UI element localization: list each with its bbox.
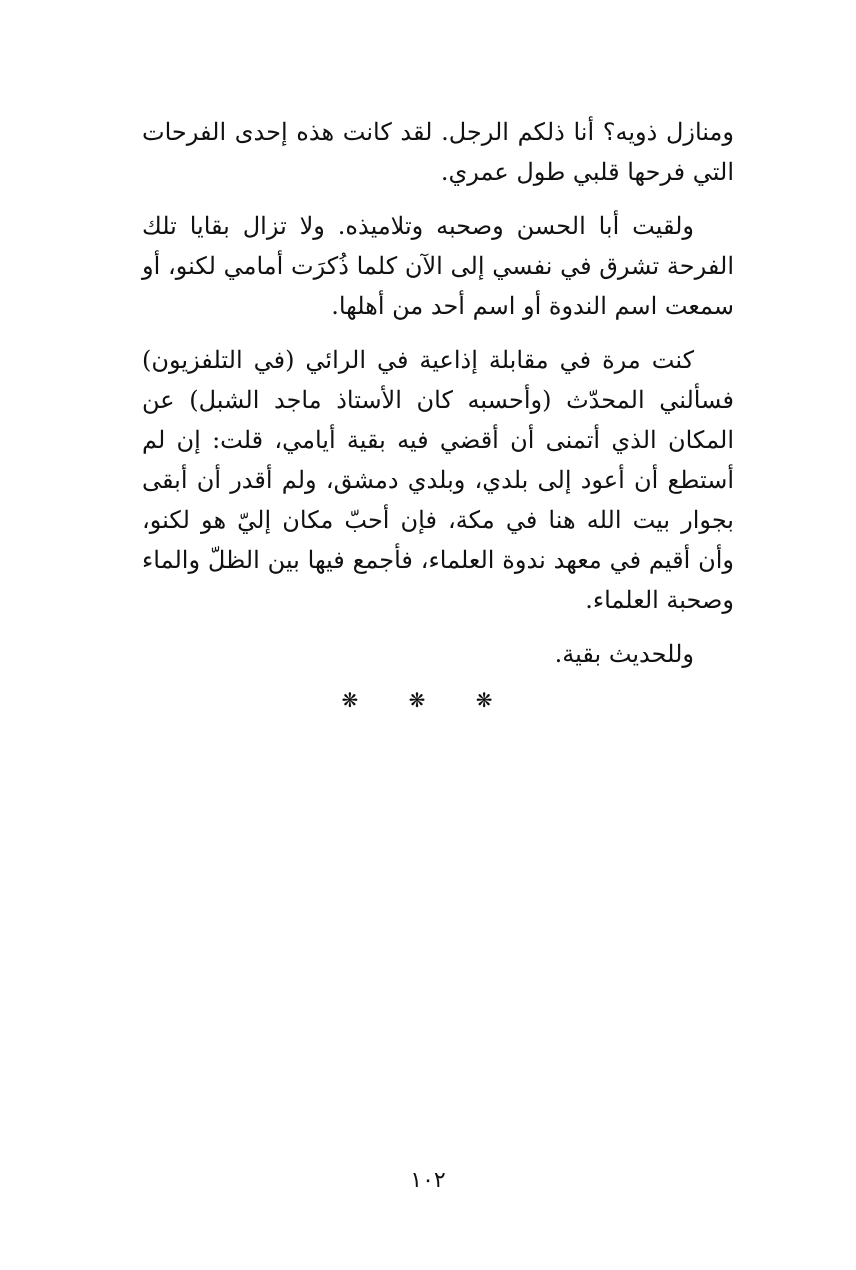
paragraph-3: كنت مرة في مقابلة إذاعية في الرائي (في التلفزيون) فسألني المحدّث (وأحسبه كان الأستاذ ماجد الشبل) عن المكان الذي أتمنى أن أقضي فيه بقية أيامي، قلت: إن لم أستطع أن أعود إلى بلدي، وبلدي دمشق، ولم أقدر أن أبقى بجوار بيت الله هنا في مكة، فإن أحبّ مكان إليّ هو لكنو، وأن أقيم في معهد ندوة العلماء، فأجمع فيها بين الظلّ والماء وصحبة العلماء. <box>142 346 734 614</box>
paragraph-1: ومنازل ذويه؟ أنا ذلكم الرجل. لقد كانت هذه إحدى الفرحات التي فرحها قلبي طول عمري. <box>142 118 734 186</box>
body-text <box>142 112 734 688</box>
paragraph-4: وللحديث بقية. <box>554 640 694 668</box>
page-number: ١٠٢ <box>410 1168 446 1193</box>
section-divider-ornament: ❋ ❋ ❋ <box>341 688 515 712</box>
paragraph-2: ولقيت أبا الحسن وصحبه وتلاميذه. ولا تزال بقايا تلك الفرحة تشرق في نفسي إلى الآن كلما ذُكرَت أمامي لكنو، أو سمعت اسم الندوة أو اسم أحد من أهلها. <box>142 212 734 320</box>
